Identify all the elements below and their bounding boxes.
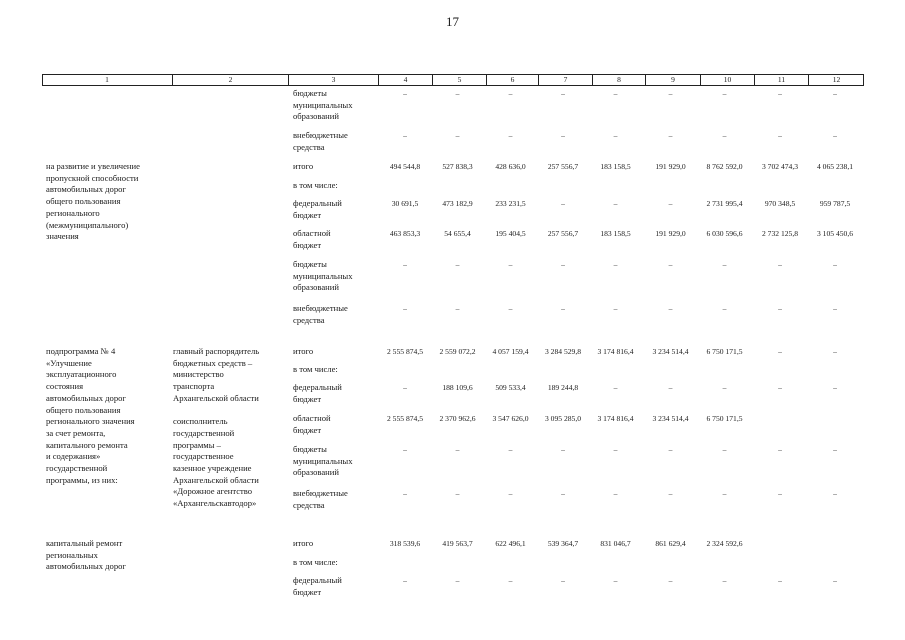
table-cell-value: 30 691,5 — [391, 199, 419, 208]
table-cell-value: – — [403, 445, 407, 454]
table-cell-value: 8 762 592,0 — [706, 162, 743, 171]
table-cell-value: – — [778, 383, 782, 392]
row-funding-source-line: итого — [293, 161, 314, 171]
row-responsible-line: «Дорожное агентство — [173, 486, 253, 497]
table-cell-value: – — [722, 383, 727, 392]
table-cell-value: – — [613, 489, 618, 498]
table-cell-value: 2 370 962,6 — [439, 414, 476, 423]
table-cell-value: 527 838,3 — [442, 162, 473, 171]
row-funding-source-line: образований — [293, 111, 339, 122]
table-cell-value: 2 324 592,6 — [706, 539, 743, 548]
table-cell-value: 494 544,8 — [389, 162, 421, 171]
row-funding-source-line: бюджет — [293, 393, 322, 404]
table-cell-value: – — [833, 347, 837, 356]
row-funding-source-line: средства — [293, 314, 325, 325]
table-cell-value: 188 109,6 — [442, 383, 473, 392]
table-cell-value: 191 929,0 — [655, 162, 686, 171]
row-funding-source-line: бюджет — [293, 586, 322, 597]
table-cell-value: – — [668, 89, 673, 98]
row-funding-source-line: бюджет — [293, 424, 322, 435]
table-cell-value: 257 556,7 — [547, 162, 579, 171]
row-funding-source-line: федеральный — [293, 198, 342, 208]
row-funding-source-line: внебюджетные — [293, 130, 348, 140]
table-cell-value: – — [403, 304, 407, 313]
table-cell-value: – — [778, 445, 782, 454]
table-cell-value: 970 348,5 — [764, 199, 796, 208]
table-cell-value: – — [613, 199, 618, 208]
row-description-line: капитальный ремонт — [46, 538, 123, 548]
table-cell-value: – — [722, 576, 727, 585]
row-description-line: состояния — [46, 381, 84, 392]
header-cell-col-7: 7 — [538, 75, 592, 85]
row-funding-source-line: бюджеты — [293, 259, 327, 269]
row-description-line: на развитие и увеличение — [46, 161, 140, 171]
row-description-line: государственной — [46, 463, 108, 473]
table-cell-value: 622 496,1 — [495, 539, 526, 548]
row-description-line: и содержания» — [46, 451, 101, 462]
table-cell-value: – — [778, 260, 782, 269]
table-cell-value: – — [455, 131, 460, 140]
table-cell-value: – — [778, 347, 782, 356]
table-cell-value: – — [613, 576, 618, 585]
table-cell-value: – — [833, 131, 837, 140]
row-responsible-line: соисполнитель — [173, 416, 228, 427]
table-cell-value: – — [668, 260, 673, 269]
table-cell-value: 509 533,4 — [495, 383, 526, 392]
table-cell-value: – — [561, 304, 565, 313]
table-cell-value: – — [613, 445, 618, 454]
table-cell-value: – — [455, 89, 460, 98]
table-cell-value: – — [668, 304, 673, 313]
row-funding-source-line: образований — [293, 467, 339, 478]
row-funding-source-line: муниципальных — [293, 455, 353, 466]
table-cell-value: 539 364,7 — [547, 539, 579, 548]
table-cell-value: – — [508, 445, 513, 454]
header-cell-col-11: 11 — [754, 75, 808, 85]
table-cell-value: 233 231,5 — [495, 199, 526, 208]
row-funding-source-line: бюджеты — [293, 444, 327, 454]
header-cell-col-8: 8 — [592, 75, 645, 85]
table-cell-value: – — [613, 383, 618, 392]
table-cell-value: – — [403, 131, 407, 140]
row-funding-source-line: внебюджетные — [293, 303, 348, 313]
table-cell-value: – — [668, 199, 673, 208]
row-description-line: региональных — [46, 549, 98, 560]
row-funding-source-line: федеральный — [293, 382, 342, 392]
table-cell-value: – — [508, 131, 513, 140]
table-cell-value: 959 787,5 — [819, 199, 851, 208]
table-cell-value: 195 404,5 — [495, 229, 526, 238]
table-cell-value: – — [455, 304, 460, 313]
table-cell-value: 6 750 171,5 — [706, 414, 743, 423]
row-responsible-line: «Архангельскавтодор» — [173, 498, 257, 509]
table-cell-value: 183 158,5 — [600, 162, 631, 171]
table-cell-value: – — [508, 304, 513, 313]
table-cell-value: 3 095 285,0 — [544, 414, 582, 423]
table-cell-value: – — [561, 131, 565, 140]
table-cell-value: 428 636,0 — [495, 162, 526, 171]
row-description-line: общего пользования — [46, 196, 121, 207]
table-cell-value: – — [403, 576, 407, 585]
table-cell-value: – — [778, 89, 782, 98]
table-cell-value: – — [833, 489, 837, 498]
table-cell-value: 2 731 995,4 — [706, 199, 743, 208]
table-cell-value: 3 234 514,4 — [652, 347, 689, 356]
table-cell-value: 54 655,4 — [444, 229, 471, 238]
table-header-row — [42, 74, 864, 86]
table-cell-value: 3 284 529,8 — [544, 347, 582, 356]
row-description-line: автомобильных дорог — [46, 392, 126, 403]
table-cell-value: – — [561, 199, 565, 208]
table-cell-value: 419 563,7 — [442, 539, 473, 548]
row-description-line: за счет ремонта, — [46, 427, 106, 438]
table-cell-value: 3 702 474,3 — [761, 162, 799, 171]
table-cell-value: – — [508, 489, 513, 498]
row-responsible-line: главный распорядитель — [173, 346, 260, 356]
table-cell-value: – — [613, 304, 618, 313]
header-cell-col-1: 1 — [105, 75, 109, 84]
table-cell-value: – — [403, 489, 407, 498]
table-cell-value: – — [455, 489, 460, 498]
table-cell-value: 6 030 596,6 — [706, 229, 743, 238]
row-responsible-line: государственной — [173, 427, 235, 438]
table-cell-value: – — [613, 131, 618, 140]
table-cell-value: – — [668, 489, 673, 498]
table-cell-value: 2 555 874,5 — [386, 347, 424, 356]
row-description-line: программы, из них: — [46, 474, 118, 485]
table-cell-value: – — [613, 89, 618, 98]
table-cell-value: – — [833, 304, 837, 313]
row-funding-source-line: в том числе: — [293, 364, 338, 374]
table-cell-value: – — [833, 576, 837, 585]
table-cell-value: 4 065 238,1 — [816, 162, 854, 171]
table-cell-value: – — [778, 489, 782, 498]
table-cell-value: – — [833, 260, 837, 269]
table-cell-value: – — [508, 89, 513, 98]
table-cell-value: – — [722, 489, 727, 498]
row-responsible-line: министерство — [173, 369, 224, 380]
table-cell-value: – — [722, 131, 727, 140]
row-description-line: капитального ремонта — [46, 439, 128, 450]
row-funding-source-line: бюджет — [293, 239, 322, 250]
table-cell-value: 3 547 626,0 — [492, 414, 529, 423]
row-description-line: общего пользования — [46, 404, 121, 415]
table-cell-value: – — [833, 445, 837, 454]
table-cell-value: 3 174 816,4 — [597, 414, 634, 423]
header-cell-col-10: 10 — [700, 75, 754, 85]
table-cell-value: 191 929,0 — [655, 229, 686, 238]
row-funding-source-line: образований — [293, 282, 339, 293]
row-description-line: (межмуниципального) — [46, 219, 129, 230]
row-funding-source-line: итого — [293, 346, 314, 356]
table-cell-value: 257 556,7 — [547, 229, 579, 238]
row-funding-source-line: внебюджетные — [293, 488, 348, 498]
row-funding-source-line: в том числе: — [293, 557, 338, 567]
header-cell-col-2: 2 — [172, 75, 288, 85]
table-cell-value: 183 158,5 — [600, 229, 631, 238]
table-cell-value: – — [455, 445, 460, 454]
table-cell-value: – — [508, 260, 513, 269]
row-funding-source-line: средства — [293, 499, 325, 510]
header-cell-col-4: 4 — [378, 75, 432, 85]
table-cell-value: – — [455, 576, 460, 585]
table-cell-value: 6 750 171,5 — [706, 347, 743, 356]
table-cell-value: – — [561, 445, 565, 454]
table-cell-value: 318 539,6 — [389, 539, 421, 548]
table-cell-value: 189 244,8 — [547, 383, 579, 392]
table-cell-value: – — [778, 304, 782, 313]
row-funding-source-line: итого — [293, 538, 314, 548]
table-cell-value: 2 732 125,8 — [761, 229, 799, 238]
row-funding-source-line: муниципальных — [293, 99, 353, 110]
table-cell-value: 831 046,7 — [600, 539, 631, 548]
row-funding-source-line: бюджет — [293, 209, 322, 220]
table-cell-value: – — [668, 383, 673, 392]
table-cell-value: – — [613, 260, 618, 269]
table-cell-value: 3 174 816,4 — [597, 347, 634, 356]
row-responsible-line: программы – — [173, 439, 221, 450]
table-cell-value: – — [722, 445, 727, 454]
table-cell-value: 4 057 159,4 — [492, 347, 529, 356]
row-responsible-line: государственное — [173, 451, 234, 462]
row-description-line: подпрограмма № 4 — [46, 346, 116, 356]
row-responsible-line: транспорта — [173, 381, 215, 392]
table-cell-value: 3 105 450,6 — [816, 229, 854, 238]
row-responsible-line: бюджетных средств – — [173, 357, 253, 368]
table-cell-value: – — [778, 576, 782, 585]
table-cell-value: 3 234 514,4 — [652, 414, 689, 423]
table-cell-value: – — [668, 576, 673, 585]
row-description-line: автомобильных дорог — [46, 561, 126, 572]
table-cell-value: 2 559 072,2 — [439, 347, 476, 356]
row-funding-source-line: областной — [293, 228, 331, 238]
row-funding-source-line: средства — [293, 141, 325, 152]
table-cell-value: – — [403, 260, 407, 269]
row-description-line: автомобильных дорог — [46, 184, 126, 195]
row-description-line: регионального значения — [46, 416, 135, 427]
table-cell-value: – — [668, 131, 673, 140]
row-funding-source-line: областной — [293, 413, 331, 423]
table-cell-value: – — [561, 489, 565, 498]
header-cell-col-12: 12 — [808, 75, 864, 85]
header-cell-col-3: 3 — [288, 75, 378, 85]
row-funding-source-line: бюджеты — [293, 88, 327, 98]
table-cell-value: 2 555 874,5 — [386, 414, 424, 423]
row-description-line: пропускной способности — [46, 172, 139, 183]
row-responsible-line: Архангельской области — [173, 392, 259, 403]
table-cell-value: – — [455, 260, 460, 269]
row-responsible-line: Архангельской области — [173, 474, 259, 485]
table-cell-value: – — [778, 131, 782, 140]
table-cell-value: – — [722, 89, 727, 98]
row-description-line: «Улучшение — [46, 357, 92, 368]
table-cell-value: – — [833, 383, 837, 392]
table-cell-value: – — [561, 260, 565, 269]
table-cell-value: – — [561, 89, 565, 98]
row-description-line: эксплуатационного — [46, 369, 117, 380]
row-funding-source-line: федеральный — [293, 575, 342, 585]
header-cell-col-6: 6 — [486, 75, 538, 85]
row-description-line: регионального — [46, 207, 100, 218]
table-cell-value: – — [403, 383, 407, 392]
table-cell-value: – — [403, 89, 407, 98]
page-number: 17 — [446, 14, 459, 29]
table-cell-value: – — [722, 260, 727, 269]
row-funding-source-line: в том числе: — [293, 180, 338, 190]
header-cell-col-9: 9 — [645, 75, 700, 85]
header-cell-col-5: 5 — [432, 75, 486, 85]
table-cell-value: 463 853,3 — [389, 229, 421, 238]
table-cell-value: – — [668, 445, 673, 454]
table-cell-value: 861 629,4 — [655, 539, 686, 548]
table-cell-value: – — [722, 304, 727, 313]
row-responsible-line: казенное учреждение — [173, 463, 252, 473]
row-description-line: значения — [46, 231, 79, 242]
table-cell-value: – — [561, 576, 565, 585]
table-cell-value: – — [833, 89, 837, 98]
table-cell-value: – — [508, 576, 513, 585]
table-cell-value: 473 182,9 — [442, 199, 473, 208]
row-funding-source-line: муниципальных — [293, 270, 353, 281]
